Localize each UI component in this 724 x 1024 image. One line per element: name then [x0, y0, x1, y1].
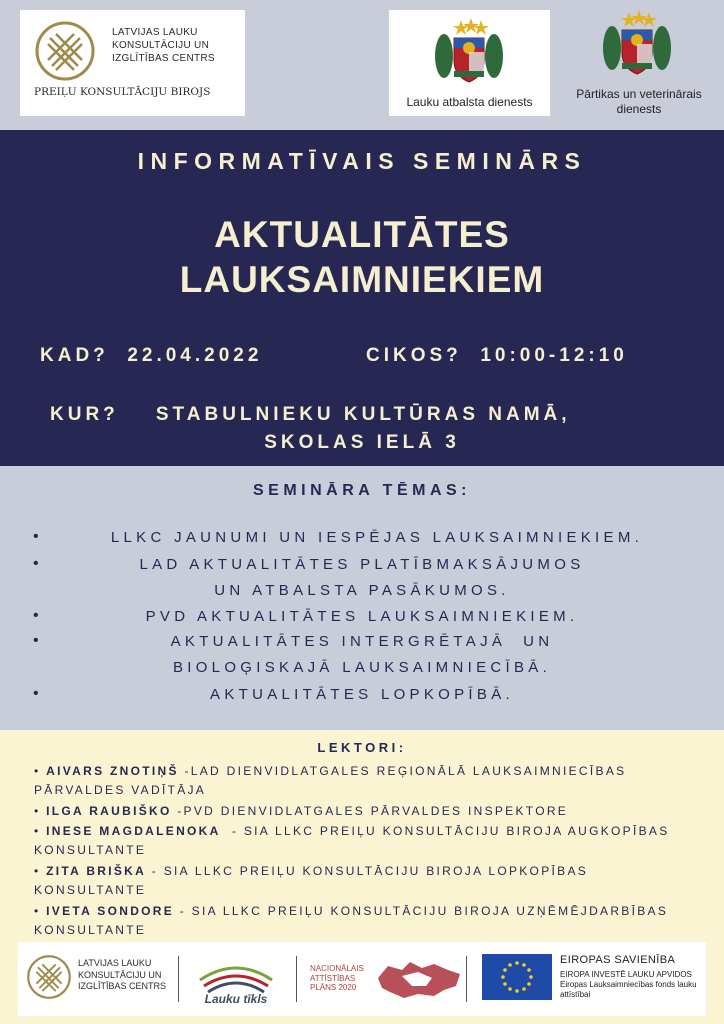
llkc-office: PREIĻU KONSULTĀCIJU BIROJS: [34, 86, 211, 98]
event-time: CIKOS? 10:00-12:10: [366, 345, 628, 366]
event-title-line1: AKTUALITĀTES: [214, 214, 510, 255]
theme-line: UN ATBALSTA PASĀKUMOS.: [214, 582, 510, 599]
lector-name: ZITA BRIŠKA: [46, 864, 147, 878]
divider: [466, 956, 467, 1002]
bullet: •: [33, 685, 39, 702]
lector-item: [34, 802, 674, 821]
lector-name: AIVARS ZNOTIŅŠ: [46, 764, 179, 778]
bullet: •: [34, 864, 41, 878]
lector-name: ILGA RAUBIŠKO: [46, 804, 172, 818]
lector-name: INESE MAGDALENOKA: [46, 824, 221, 838]
theme-line: AKTUALITĀTES LOPKOPĪBĀ.: [210, 686, 514, 703]
llkc-logo: [20, 10, 245, 116]
lector-role: -LAD DIENVIDLATGALES REĢIONĀLĀ LAUKSAIMNIECĪBAS PĀRVALDES VADĪTĀJA: [34, 764, 627, 797]
logo-header: [0, 0, 724, 130]
bullet: •: [33, 632, 39, 649]
llkc-emblem-icon: [34, 20, 96, 82]
nap-label: NACIONĀLAIS ATTĪSTĪBAS PLĀNS 2020: [310, 964, 364, 992]
coat-of-arms-icon: [600, 8, 674, 78]
eu-flag-icon: [482, 954, 552, 1000]
bullet: •: [33, 607, 39, 624]
theme-line: AKTUALITĀTES INTERGRĒTAJĀ UN: [170, 633, 554, 650]
lector-item: [34, 822, 674, 860]
bullet: •: [33, 528, 39, 545]
footer: [0, 940, 724, 1024]
bullet: •: [34, 804, 41, 818]
footer-llkc-name: LATVIJAS LAUKU KONSULTĀCIJU UN IZGLĪTĪBAS CENTRS: [78, 958, 167, 991]
lector-item: [34, 762, 674, 800]
lector-name: IVETA SONDORE: [46, 904, 175, 918]
event-section: [0, 130, 724, 466]
theme-line: PVD AKTUALITĀTES LAUKSAIMNIEKIEM.: [145, 608, 579, 625]
latvia-map-icon: [374, 956, 464, 1002]
lector-role: - SIA LLKC PREIĻU KONSULTĀCIJU BIROJA LOPKOPĪBAS KONSULTANTE: [34, 864, 589, 897]
divider: [296, 956, 297, 1002]
bullet: •: [34, 824, 41, 838]
llkc-name: LATVIJAS LAUKU KONSULTĀCIJU UN IZGLĪTĪBAS CENTRS: [112, 27, 215, 64]
themes-heading: SEMINĀRA TĒMAS:: [252, 482, 471, 499]
bullet: •: [34, 764, 41, 778]
event-kicker: INFORMATĪVAIS SEMINĀRS: [137, 148, 587, 174]
theme-line: LAD AKTUALITĀTES PLATĪBMAKSĀJUMOS: [139, 556, 585, 573]
eu-title: EIROPAS SAVIENĪBA: [560, 954, 676, 966]
lector-item: [34, 902, 674, 940]
lector-role: -PVD DIENVIDLATGALES PĀRVALDES INSPEKTORE: [177, 804, 569, 818]
lad-label: Lauku atbalsta dienests: [406, 95, 533, 109]
lauku-tikls-label: Lauku tīkls: [204, 992, 268, 1006]
themes-section: [0, 466, 724, 730]
footer-logos: [18, 942, 706, 1016]
theme-line: BIOLOĢISKAJĀ LAUKSAIMNIECĪBĀ.: [172, 659, 552, 676]
theme-line: LLKC JAUNUMI UN IESPĒJAS LAUKSAIMNIEKIEM.: [110, 529, 644, 546]
lectors-section: [0, 730, 724, 940]
coat-of-arms-icon: [432, 16, 506, 86]
lector-role: - SIA LLKC PREIĻU KONSULTĀCIJU BIROJA UZŅĒMĒJDARBĪBAS KONSULTANTE: [34, 904, 669, 937]
divider: [178, 956, 179, 1002]
event-title-line2: LAUKSAIMNIEKIEM: [179, 259, 545, 300]
event-location: KUR? STABULNIEKU KULTŪRAS NAMĀ,: [50, 404, 571, 425]
lector-role: - SIA LLKC PREIĻU KONSULTĀCIJU BIROJA AUGKOPĪBAS KONSULTANTE: [34, 824, 676, 857]
llkc-emblem-icon: [26, 954, 72, 1000]
event-title: [0, 212, 724, 302]
event-date: KAD? 22.04.2022: [40, 345, 263, 366]
eu-text: EIROPA INVESTĒ LAUKU APVIDOS Eiropas Lauksaimniecības fonds lauku attīstībai: [560, 970, 697, 999]
lector-item: [34, 862, 674, 900]
pvd-label: Pārtikas un veterinārais dienests: [576, 87, 702, 116]
event-address: SKOLAS IELĀ 3: [264, 432, 460, 453]
lectors-heading: LEKTORI:: [317, 740, 407, 755]
lad-logo: [389, 10, 550, 116]
bullet: •: [33, 555, 39, 572]
bullet: •: [34, 904, 41, 918]
